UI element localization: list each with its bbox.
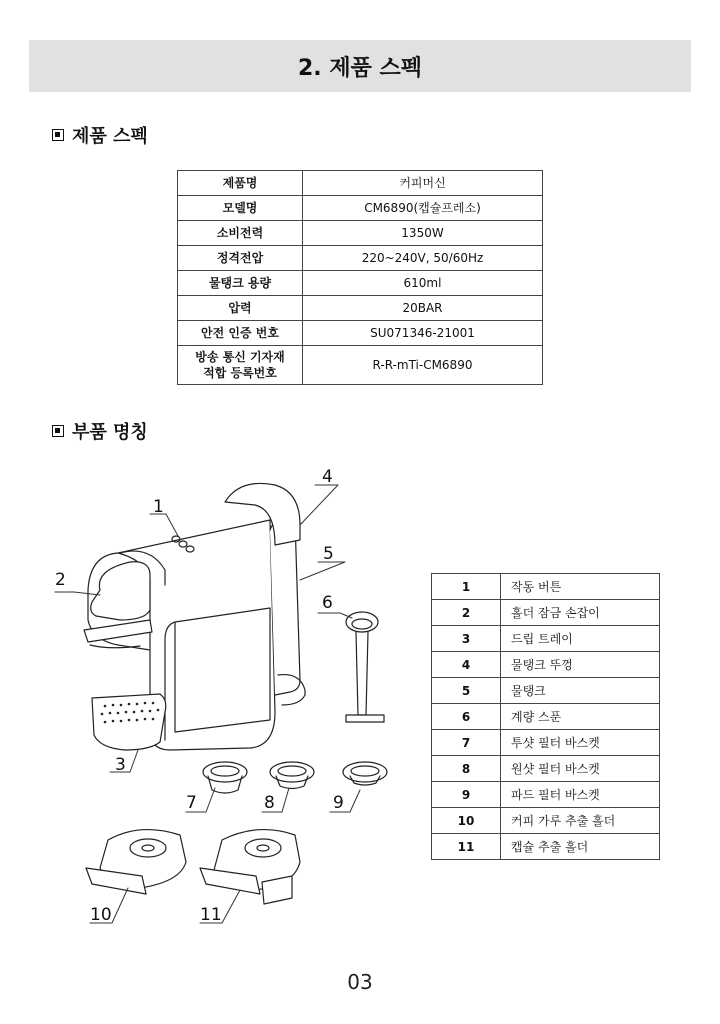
- part-name: 물탱크 뚜껑: [501, 652, 660, 678]
- spec-value: 220~240V, 50/60Hz: [303, 246, 543, 271]
- coffee-ground-holder-illustration: [86, 830, 186, 894]
- spec-value: 610ml: [303, 271, 543, 296]
- callout-11: 11: [200, 905, 222, 925]
- spec-label: 물탱크 용량: [178, 271, 303, 296]
- spec-label: 소비전력: [178, 221, 303, 246]
- parts-table: [431, 573, 660, 860]
- table-row: [178, 271, 543, 296]
- table-row: [432, 782, 660, 808]
- table-row: [178, 196, 543, 221]
- page-title: 2. 제품 스펙: [298, 56, 422, 81]
- spec-section-heading: [52, 122, 148, 148]
- table-row: [432, 834, 660, 860]
- callout-1: 1: [153, 497, 164, 517]
- capsule-holder-illustration: [200, 830, 300, 904]
- table-row: [432, 652, 660, 678]
- table-row: [432, 704, 660, 730]
- part-number: 8: [432, 756, 501, 782]
- part-name: 작동 버튼: [501, 574, 660, 600]
- spec-value: SU071346-21001: [303, 321, 543, 346]
- callout-5: 5: [323, 544, 334, 564]
- table-row: [432, 730, 660, 756]
- table-row: [178, 346, 543, 385]
- part-number: 7: [432, 730, 501, 756]
- page-number: 03: [347, 970, 373, 994]
- part-number: 4: [432, 652, 501, 678]
- table-row: [432, 808, 660, 834]
- section-header-bar: [29, 40, 691, 92]
- callout-8: 8: [264, 793, 275, 813]
- spec-value: 20BAR: [303, 296, 543, 321]
- part-name: 계량 스푼: [501, 704, 660, 730]
- parts-section-title: 부품 명칭: [72, 422, 148, 443]
- table-row: [178, 321, 543, 346]
- table-row: [178, 171, 543, 196]
- part-name: 물탱크: [501, 678, 660, 704]
- table-row: [178, 246, 543, 271]
- spec-value: R-R-mTi-CM6890: [303, 346, 543, 385]
- table-row: [432, 756, 660, 782]
- spec-label: 안전 인증 번호: [178, 321, 303, 346]
- spec-label: 제품명: [178, 171, 303, 196]
- spec-value: 커피머신: [303, 171, 543, 196]
- spec-label: 압력: [178, 296, 303, 321]
- square-bullet-icon: [52, 129, 64, 141]
- spec-value: 1350W: [303, 221, 543, 246]
- spec-label-line: 방송 통신 기자재: [195, 350, 285, 364]
- spec-label: 정격전압: [178, 246, 303, 271]
- callout-9: 9: [333, 793, 344, 813]
- filter-basket-7-illustration: [203, 762, 247, 793]
- part-name: 파드 필터 바스켓: [501, 782, 660, 808]
- part-number: 5: [432, 678, 501, 704]
- table-row: [432, 600, 660, 626]
- spec-section-title: 제품 스펙: [72, 126, 148, 147]
- measuring-spoon-illustration: [346, 612, 384, 722]
- spec-label-line: 적합 등록번호: [203, 366, 277, 380]
- table-row: [178, 221, 543, 246]
- part-name: 홀더 잠금 손잡이: [501, 600, 660, 626]
- part-number: 2: [432, 600, 501, 626]
- part-number: 1: [432, 574, 501, 600]
- part-name: 커피 가루 추출 홀더: [501, 808, 660, 834]
- part-number: 3: [432, 626, 501, 652]
- callout-6: 6: [322, 593, 333, 613]
- table-row: [178, 296, 543, 321]
- part-number: 10: [432, 808, 501, 834]
- callout-3: 3: [115, 755, 126, 775]
- spec-table: [177, 170, 543, 385]
- spec-label: [178, 346, 303, 385]
- filter-basket-9-illustration: [343, 762, 387, 785]
- part-name: 드립 트레이: [501, 626, 660, 652]
- spec-value: CM6890(캡슐프레소): [303, 196, 543, 221]
- callout-2: 2: [55, 570, 66, 590]
- spec-label: 모델명: [178, 196, 303, 221]
- part-name: 캡슐 추출 홀더: [501, 834, 660, 860]
- part-name: 원샷 필터 바스켓: [501, 756, 660, 782]
- coffee-machine-illustration: [84, 483, 305, 750]
- table-row: [432, 678, 660, 704]
- callout-10: 10: [90, 905, 112, 925]
- square-bullet-icon: [52, 425, 64, 437]
- part-number: 6: [432, 704, 501, 730]
- parts-diagram: [0, 450, 430, 950]
- filter-basket-8-illustration: [270, 762, 314, 789]
- table-row: [432, 626, 660, 652]
- parts-section-heading: [52, 418, 148, 444]
- part-number: 11: [432, 834, 501, 860]
- callout-4: 4: [322, 467, 333, 487]
- part-number: 9: [432, 782, 501, 808]
- table-row: [432, 574, 660, 600]
- part-name: 투샷 필터 바스켓: [501, 730, 660, 756]
- callout-7: 7: [186, 793, 197, 813]
